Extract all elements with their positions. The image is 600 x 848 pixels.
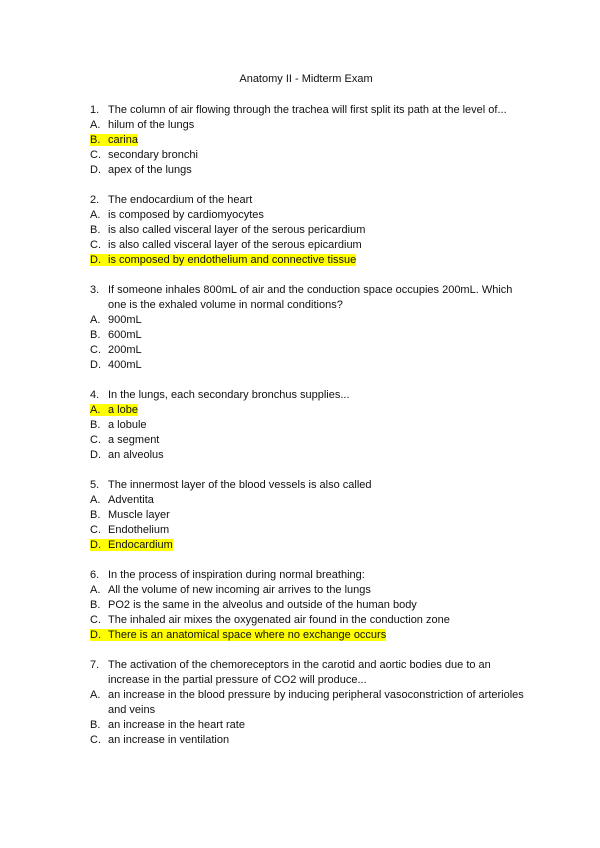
option-letter: B. [90, 509, 101, 521]
option-text: a segment [108, 434, 160, 446]
option-text: an increase in the blood pressure by inducing peripheral vasoconstriction of arterioles and veins [108, 689, 524, 716]
question-5 [90, 478, 530, 553]
option-text: hilum of the lungs [108, 119, 195, 131]
answer-option [90, 118, 530, 133]
option-letter: B. [90, 329, 101, 341]
answer-option [90, 583, 530, 598]
question-stem [90, 658, 530, 688]
question-stem [90, 478, 530, 493]
question-number: 7. [90, 659, 100, 671]
option-letter: C. [90, 239, 101, 251]
option-letter: A. [90, 314, 101, 326]
option-letter: C. [90, 344, 101, 356]
answer-option [90, 538, 530, 553]
option-text: a lobule [108, 419, 147, 431]
question-text: The endocardium of the heart [108, 194, 253, 206]
option-letter: B. [90, 599, 101, 611]
question-number: 5. [90, 479, 100, 491]
answer-option [90, 508, 530, 523]
question-stem [90, 193, 530, 208]
answer-option [90, 493, 530, 508]
option-text: The inhaled air mixes the oxygenated air found in the conduction zone [108, 614, 450, 626]
question-text: In the lungs, each secondary bronchus supplies... [108, 389, 350, 401]
answer-option [90, 613, 530, 628]
highlighted-answer-text: Endocardium [108, 539, 173, 551]
option-text: secondary bronchi [108, 149, 198, 161]
option-text: an increase in ventilation [108, 734, 230, 746]
answer-option [90, 253, 530, 268]
question-7 [90, 658, 530, 748]
option-letter: A. [90, 689, 101, 701]
option-letter: D. [90, 164, 101, 176]
answer-option [90, 523, 530, 538]
question-number: 2. [90, 194, 100, 206]
question-4 [90, 388, 530, 463]
option-text: 900mL [108, 314, 142, 326]
answer-option [90, 208, 530, 223]
answer-option [90, 163, 530, 178]
answer-option [90, 598, 530, 613]
question-stem [90, 568, 530, 583]
question-stem [90, 283, 530, 313]
question-number: 3. [90, 284, 100, 296]
option-text: Endothelium [108, 524, 170, 536]
question-6 [90, 568, 530, 643]
option-letter: A. [90, 584, 101, 596]
question-text: The column of air flowing through the trachea will first split its path at the level of... [108, 104, 507, 116]
option-letter: B. [90, 419, 101, 431]
option-letter: B. [90, 134, 101, 146]
option-text: PO2 is the same in the alveolus and outside of the human body [108, 599, 417, 611]
answer-option [90, 148, 530, 163]
option-letter: C. [90, 614, 101, 626]
option-letter: A. [90, 494, 101, 506]
option-text: Adventita [108, 494, 154, 506]
option-letter: A. [90, 404, 101, 416]
question-1 [90, 103, 530, 178]
option-text: All the volume of new incoming air arrives to the lungs [108, 584, 371, 596]
option-text: is composed by cardiomyocytes [108, 209, 264, 221]
answer-option [90, 328, 530, 343]
answer-option [90, 223, 530, 238]
question-text: The innermost layer of the blood vessels is also called [108, 479, 372, 491]
answer-option [90, 718, 530, 733]
answer-option [90, 418, 530, 433]
option-text: 400mL [108, 359, 142, 371]
answer-option [90, 313, 530, 328]
answer-option [90, 403, 530, 418]
question-stem [90, 103, 530, 118]
option-text: 200mL [108, 344, 142, 356]
question-number: 1. [90, 104, 100, 116]
question-text: In the process of inspiration during normal breathing: [108, 569, 365, 581]
answer-option [90, 733, 530, 748]
option-letter: D. [90, 449, 101, 461]
option-letter: D. [90, 629, 101, 641]
question-text: If someone inhales 800mL of air and the conduction space occupies 200mL. Which one is the exhaled volume in normal conditions? [108, 284, 513, 311]
question-list [90, 103, 530, 763]
highlighted-answer-text: a lobe [108, 404, 138, 416]
option-text: is also called visceral layer of the serous pericardium [108, 224, 366, 236]
answer-option [90, 238, 530, 253]
answer-option [90, 343, 530, 358]
highlighted-answer-text: There is an anatomical space where no exchange occurs [108, 629, 387, 641]
question-number: 4. [90, 389, 100, 401]
option-letter: A. [90, 119, 101, 131]
option-letter: A. [90, 209, 101, 221]
answer-option [90, 433, 530, 448]
highlighted-answer-text: carina [108, 134, 138, 146]
answer-option [90, 628, 530, 643]
answer-option [90, 688, 530, 718]
question-number: 6. [90, 569, 100, 581]
document-title: Anatomy II - Midterm Exam [239, 73, 373, 85]
question-text: The activation of the chemoreceptors in the carotid and aortic bodies due to an increase in the partial pressure of CO2 will produce... [108, 659, 491, 686]
option-text: an alveolus [108, 449, 164, 461]
answer-option [90, 358, 530, 373]
option-text: Muscle layer [108, 509, 170, 521]
option-letter: C. [90, 734, 101, 746]
answer-option [90, 133, 530, 148]
option-text: apex of the lungs [108, 164, 192, 176]
option-letter: D. [90, 539, 101, 551]
question-stem [90, 388, 530, 403]
option-letter: C. [90, 524, 101, 536]
option-text: an increase in the heart rate [108, 719, 245, 731]
answer-option [90, 448, 530, 463]
option-text: is also called visceral layer of the serous epicardium [108, 239, 362, 251]
highlighted-answer-text: is composed by endothelium and connective tissue [108, 254, 357, 266]
question-3 [90, 283, 530, 373]
option-letter: B. [90, 719, 101, 731]
question-2 [90, 193, 530, 268]
option-letter: D. [90, 359, 101, 371]
option-letter: B. [90, 224, 101, 236]
option-text: 600mL [108, 329, 142, 341]
option-letter: C. [90, 149, 101, 161]
option-letter: C. [90, 434, 101, 446]
option-letter: D. [90, 254, 101, 266]
